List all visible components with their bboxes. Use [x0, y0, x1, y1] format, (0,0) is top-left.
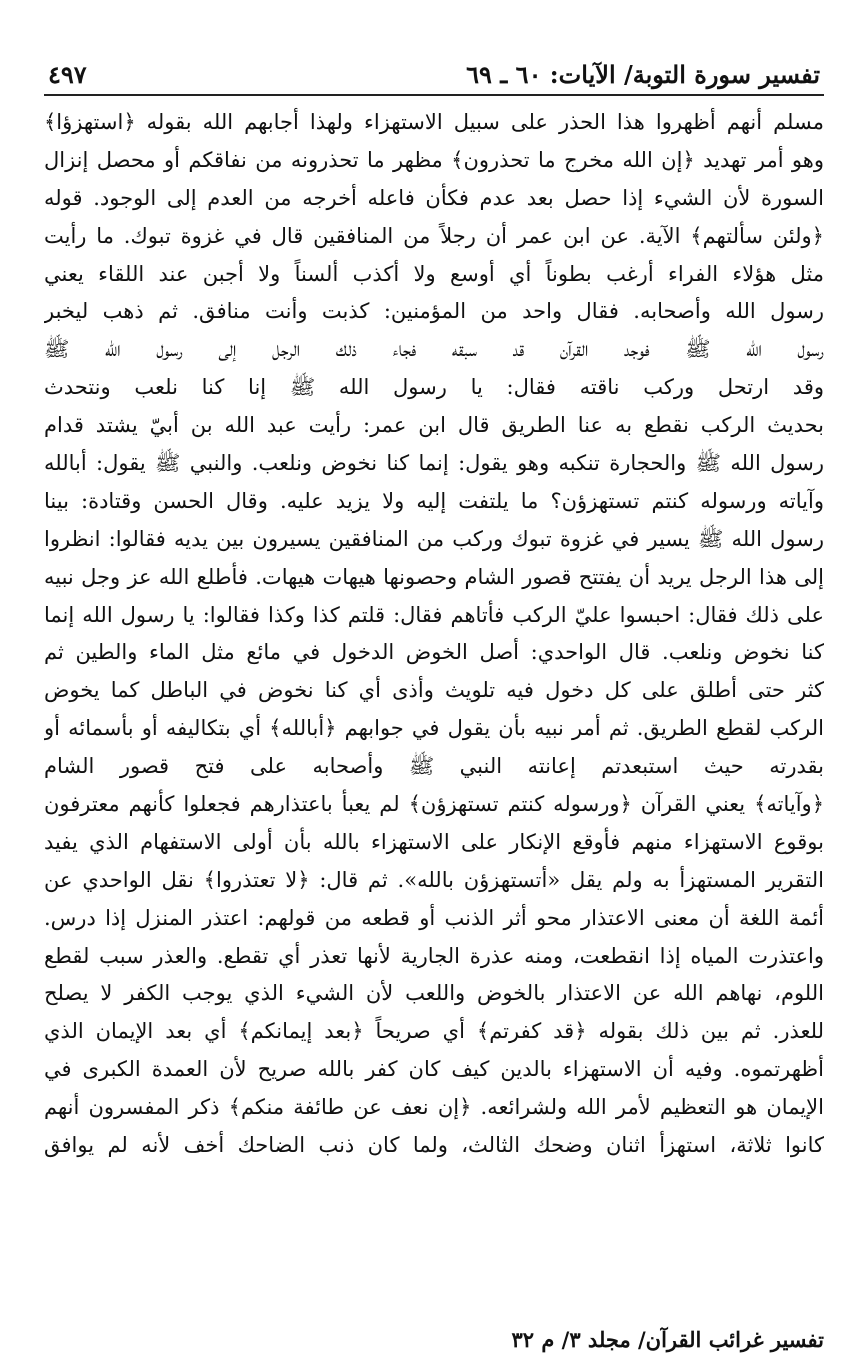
text-line: على ذلك فقال: احبسوا عليّ الركب فأتاهم فقال: قلتم كذا وكذا فقالوا: يا رسول الله إنما — [44, 602, 824, 627]
text-line: بوقوع الاستهزاء منهم فأوقع الإنكار على الاستهزاء بالله بأن أولى الاستفهام الذي يفيد — [44, 829, 824, 854]
text-line: رسول الله وأصحابه. فقال واحد من المؤمنين: كذبت وأنت منافق. ثم ذهب ليخبر — [44, 299, 824, 324]
text-line: بقدرته حيث استبعدتم إعانته النبي ﷺ وأصحابه على فتح قصور الشام — [44, 754, 824, 779]
text-line: وآياته ورسوله كنتم تستهزؤن؟ ما يلتفت إليه ولا يزيد عليه. وقال الحسن وقتادة: بينا — [44, 488, 824, 513]
text-line: إلى هذا الرجل يريد أن يفتتح قصور الشام وحصونها هيهات هيهات. فأطلع الله عز وجل نبيه — [44, 564, 824, 589]
text-line: الإيمان هو التعظيم لأمر الله ولشرائعه. ﴿إن نعف عن طائفة منكم﴾ ذكر المفسرون أنهم — [44, 1095, 824, 1120]
header-title: تفسير سورة التوبة/ الآيات: ٦٠ ـ ٦٩ — [466, 60, 820, 89]
text-line: الركب لقطع الطريق. ثم أمر نبيه بأن يقول في جوابهم ﴿أبالله﴾ أي بتكاليفه أو بأسمائه أو — [44, 716, 824, 741]
text-line: واعتذرت المياه إذا انقطعت، ومنه عذرة الجارية لأنها تعذر أي تقطع. والعذر سبب لقطع — [44, 943, 824, 968]
text-line: وهو أمر تهديد ﴿إن الله مخرج ما تحذرون﴾ مظهر ما تحذرونه من نفاقكم أو محصل إنزال — [44, 147, 824, 172]
text-line: التقرير المستهزأ به ولم يقل «أتستهزؤن بالله». ثم قال: ﴿لا تعتذروا﴾ نقل الواحدي عن — [44, 867, 824, 892]
text-line: أظهرتموه. وفيه أن الاستهزاء بالدين كيف كان كفر بالله صريح لأن العمدة الكبرى في — [44, 1057, 824, 1082]
text-line: رسول الله ﷺ فوجد القرآن قد سبقه فجاء ذلك الرجل إلى رسول الله ﷺ — [44, 337, 824, 362]
page — [44, 58, 824, 1165]
text-line: رسول الله ﷺ والحجارة تنكبه وهو يقول: إنما كنا نخوض ونلعب. والنبي ﷺ يقول: أبالله — [44, 451, 824, 476]
footer-signature: تفسير غرائب القرآن/ مجلد ٣/ م ٣٢ — [511, 1327, 824, 1352]
header-rule — [44, 94, 824, 96]
text-line: مسلم أنهم أظهروا هذا الحذر على سبيل الاستهزاء ولهذا أجابهم الله بقوله ﴿استهزؤا﴾ — [44, 110, 824, 134]
text-line: كنا نخوض ونلعب. قال الواحدي: أصل الخوض الدخول في مائع مثل الماء والطين ثم — [44, 640, 824, 665]
text-line: السورة لأن الشيء إذا حصل بعد عدم فكأن فاعله أخرجه من العدم إلى الوجود. قوله — [44, 185, 824, 210]
text-line: وقد ارتحل وركب ناقته فقال: يا رسول الله ﷺ إنا كنا نلعب ونتحدث — [44, 375, 824, 400]
text-line: ﴿وآياته﴾ يعني القرآن ﴿ورسوله كنتم تستهزؤن﴾ لم يعبأ باعتذارهم فجعلوا كأنهم معترفون — [44, 792, 824, 817]
text-line: رسول الله ﷺ يسير في غزوة تبوك وركب من المنافقين يسيرون بين يديه فقالوا: انظروا — [44, 526, 824, 551]
running-header — [44, 58, 824, 92]
text-line: للعذر. ثم بين ذلك بقوله ﴿قد كفرتم﴾ أي صريحاً ﴿بعد إيمانكم﴾ أي بعد الإيمان الذي — [44, 1019, 824, 1044]
text-line: مثل هؤلاء الفراء أرغب بطوناً أي أوسع ولا أكذب ألسناً ولا أجبن عند اللقاء يعني — [44, 261, 824, 286]
page-number: ٤٩٧ — [48, 60, 87, 89]
text-line: ﴿ولئن سألتهم﴾ الآية. عن ابن عمر أن رجلاً من المنافقين قال في غزوة تبوك. ما رأيت — [44, 223, 824, 248]
text-line: كانوا ثلاثة، استهزأ اثنان وضحك الثالث، ولما كان ذنب الضاحك أخف لأنه لم يوافق — [44, 1133, 824, 1158]
body-text — [44, 104, 824, 1165]
text-line: أئمة اللغة أن معنى الاعتذار محو أثر الذنب أو قطعه من قولهم: اعتذر المنزل إذا درس. — [44, 905, 824, 930]
text-line: اللوم، نهاهم الله عن الاعتذار بالخوض واللعب لأن الشيء الذي يوجب الكفر لا يصلح — [44, 981, 824, 1006]
text-line: بحديث الركب نقطع به عنا الطريق قال ابن عمر: رأيت عبد الله بن أبيّ يشتد قدام — [44, 413, 824, 438]
text-line: كثر حتى أطلق على كل دخول فيه تلويث وأذى أي كنا نخوض في الباطل كما يخوض — [44, 678, 824, 703]
